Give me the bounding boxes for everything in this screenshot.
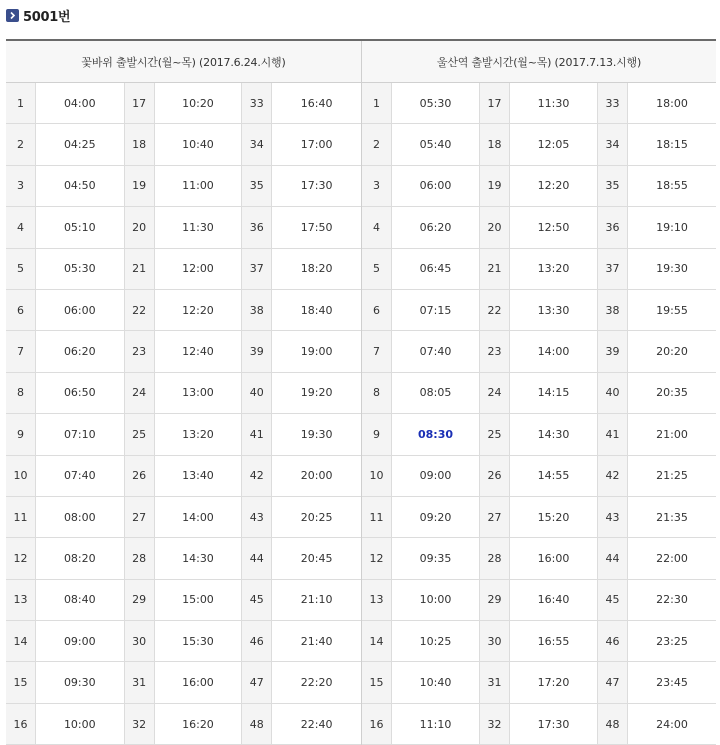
departure-time: 18:00 — [656, 96, 688, 110]
right-timetable — [362, 83, 716, 745]
departure-time: 06:20 — [392, 207, 480, 247]
departure-number: 13 — [6, 580, 36, 620]
departure-number: 5 — [362, 249, 392, 289]
departure-number: 15 — [6, 662, 36, 702]
departure-number: 12 — [362, 538, 392, 578]
departure-time: 19:30 — [300, 427, 333, 441]
table-row — [362, 373, 716, 414]
departure-time: 10:40 — [392, 662, 480, 702]
departure-number: 2 — [6, 124, 36, 164]
table-row — [362, 538, 716, 579]
departure-number: 22 — [480, 290, 510, 330]
table-row — [362, 207, 716, 248]
right-departure-header: 울산역 출발시간(월~목) (2017.7.13.시행) — [436, 55, 642, 69]
departure-time: 17:00 — [300, 138, 333, 152]
departure-time: 06:00 — [392, 166, 480, 206]
table-row — [6, 662, 361, 703]
departure-number: 18 — [480, 124, 510, 164]
departure-time: 08:00 — [36, 497, 125, 537]
departure-time: 08:40 — [36, 580, 125, 620]
departure-number: 3 — [6, 166, 36, 206]
departure-number: 45 — [598, 580, 628, 620]
timetable-header — [6, 41, 716, 83]
chevron-right-icon — [6, 9, 19, 22]
departure-number: 28 — [480, 538, 510, 578]
departure-number: 41 — [598, 414, 628, 454]
departure-time: 18:55 — [656, 179, 688, 193]
departure-time: 11:30 — [155, 207, 243, 247]
table-row — [362, 621, 716, 662]
table-row — [6, 414, 361, 455]
timetable-body — [6, 83, 716, 745]
departure-number: 18 — [125, 124, 155, 164]
table-row — [6, 249, 361, 290]
departure-time: 05:30 — [392, 83, 480, 123]
departure-time: 19:55 — [656, 303, 688, 317]
table-row — [362, 249, 716, 290]
departure-time: 05:10 — [36, 207, 125, 247]
departure-time: 05:40 — [392, 124, 480, 164]
departure-number: 47 — [598, 662, 628, 702]
departure-number: 7 — [6, 331, 36, 371]
departure-number: 21 — [125, 249, 155, 289]
departure-time: 08:05 — [392, 373, 480, 413]
departure-time: 10:40 — [155, 124, 243, 164]
departure-number: 45 — [242, 580, 272, 620]
departure-number: 11 — [6, 497, 36, 537]
departure-number: 33 — [242, 83, 272, 123]
departure-number: 36 — [598, 207, 628, 247]
departure-number: 1 — [362, 83, 392, 123]
departure-time: 21:25 — [656, 469, 688, 483]
departure-time: 11:30 — [510, 83, 598, 123]
departure-number: 10 — [6, 456, 36, 496]
departure-time: 13:20 — [510, 249, 598, 289]
departure-number: 32 — [125, 704, 155, 744]
departure-time: 04:25 — [36, 124, 125, 164]
departure-time: 07:15 — [392, 290, 480, 330]
departure-time: 11:10 — [392, 704, 480, 744]
departure-number: 48 — [242, 704, 272, 744]
departure-number: 31 — [480, 662, 510, 702]
departure-number: 35 — [598, 166, 628, 206]
departure-time: 09:35 — [392, 538, 480, 578]
departure-time: 13:30 — [510, 290, 598, 330]
left-timetable — [6, 83, 362, 745]
table-row — [362, 83, 716, 124]
table-row — [362, 290, 716, 331]
departure-time: 19:30 — [656, 262, 688, 276]
departure-number: 46 — [598, 621, 628, 661]
departure-number: 20 — [480, 207, 510, 247]
departure-number: 47 — [242, 662, 272, 702]
departure-time: 16:20 — [155, 704, 243, 744]
table-row — [6, 373, 361, 414]
departure-number: 38 — [598, 290, 628, 330]
departure-number: 10 — [362, 456, 392, 496]
table-row — [6, 704, 361, 745]
departure-time: 14:30 — [510, 414, 598, 454]
table-row — [362, 166, 716, 207]
departure-number: 22 — [125, 290, 155, 330]
departure-time: 08:20 — [36, 538, 125, 578]
departure-number: 44 — [242, 538, 272, 578]
departure-time: 17:30 — [300, 179, 333, 193]
departure-number: 23 — [480, 331, 510, 371]
table-row — [6, 456, 361, 497]
departure-number: 24 — [480, 373, 510, 413]
departure-time: 20:25 — [300, 510, 333, 524]
departure-time: 14:00 — [510, 331, 598, 371]
departure-time: 18:20 — [300, 262, 333, 276]
departure-number: 28 — [125, 538, 155, 578]
departure-number: 40 — [598, 373, 628, 413]
table-row — [6, 83, 361, 124]
table-row — [6, 538, 361, 579]
departure-time: 13:00 — [155, 373, 243, 413]
departure-time: 22:30 — [656, 593, 688, 607]
departure-number: 29 — [480, 580, 510, 620]
departure-number: 31 — [125, 662, 155, 702]
departure-number: 25 — [125, 414, 155, 454]
departure-time: 07:40 — [36, 456, 125, 496]
bus-timetable — [6, 39, 716, 745]
departure-time: 06:45 — [392, 249, 480, 289]
departure-time: 16:00 — [510, 538, 598, 578]
departure-number: 19 — [125, 166, 155, 206]
departure-number: 19 — [480, 166, 510, 206]
departure-number: 39 — [242, 331, 272, 371]
departure-time: 04:00 — [36, 83, 125, 123]
departure-time: 15:00 — [155, 580, 243, 620]
table-row — [362, 580, 716, 621]
departure-time: 21:10 — [300, 593, 333, 607]
departure-number: 17 — [480, 83, 510, 123]
departure-number: 4 — [362, 207, 392, 247]
departure-time: 06:00 — [36, 290, 125, 330]
departure-time: 12:40 — [155, 331, 243, 371]
departure-number: 43 — [242, 497, 272, 537]
departure-number: 6 — [6, 290, 36, 330]
departure-time: 22:20 — [300, 676, 333, 690]
departure-time: 15:30 — [155, 621, 243, 661]
route-title-bar — [6, 4, 70, 26]
departure-number: 23 — [125, 331, 155, 371]
departure-number: 42 — [598, 456, 628, 496]
departure-number: 40 — [242, 373, 272, 413]
table-row — [6, 497, 361, 538]
departure-number: 4 — [6, 207, 36, 247]
departure-time: 20:35 — [656, 386, 688, 400]
departure-number: 24 — [125, 373, 155, 413]
departure-number: 32 — [480, 704, 510, 744]
departure-number: 25 — [480, 414, 510, 454]
departure-time: 23:45 — [656, 676, 688, 690]
route-title: 5001번 — [23, 9, 71, 25]
departure-number: 33 — [598, 83, 628, 123]
table-row — [362, 414, 716, 455]
departure-time: 18:40 — [300, 303, 333, 317]
departure-number: 27 — [480, 497, 510, 537]
departure-number: 34 — [598, 124, 628, 164]
departure-time: 21:40 — [300, 634, 333, 648]
departure-number: 46 — [242, 621, 272, 661]
departure-time: 10:00 — [36, 704, 125, 744]
table-row — [362, 497, 716, 538]
table-row — [6, 621, 361, 662]
departure-time: 14:00 — [155, 497, 243, 537]
departure-time: 06:50 — [36, 373, 125, 413]
table-row — [6, 580, 361, 621]
left-departure-header: 꽃바위 출발시간(월~목) (2017.6.24.시행) — [6, 41, 362, 82]
departure-number: 9 — [6, 414, 36, 454]
table-row — [6, 290, 361, 331]
departure-number: 41 — [242, 414, 272, 454]
departure-time: 16:40 — [300, 96, 333, 110]
departure-time: 07:40 — [392, 331, 480, 371]
departure-time: 13:40 — [155, 456, 243, 496]
departure-number: 14 — [362, 621, 392, 661]
departure-time: 16:00 — [155, 662, 243, 702]
departure-number: 8 — [6, 373, 36, 413]
table-row — [362, 331, 716, 372]
table-row — [6, 166, 361, 207]
departure-time: 12:50 — [510, 207, 598, 247]
departure-number: 34 — [242, 124, 272, 164]
departure-time: 19:20 — [300, 386, 333, 400]
departure-number: 38 — [242, 290, 272, 330]
table-row — [362, 704, 716, 745]
table-row — [6, 124, 361, 165]
departure-time: 09:00 — [392, 456, 480, 496]
departure-number: 13 — [362, 580, 392, 620]
departure-time: 15:20 — [510, 497, 598, 537]
departure-time: 05:30 — [36, 249, 125, 289]
departure-number: 36 — [242, 207, 272, 247]
departure-number: 27 — [125, 497, 155, 537]
departure-time: 17:30 — [510, 704, 598, 744]
table-row — [362, 662, 716, 703]
departure-number: 37 — [598, 249, 628, 289]
departure-number: 8 — [362, 373, 392, 413]
departure-time: 12:00 — [155, 249, 243, 289]
departure-number: 14 — [6, 621, 36, 661]
departure-number: 21 — [480, 249, 510, 289]
departure-number: 6 — [362, 290, 392, 330]
departure-time: 23:25 — [656, 634, 688, 648]
departure-number: 11 — [362, 497, 392, 537]
departure-time: 10:25 — [392, 621, 480, 661]
departure-time: 20:00 — [300, 469, 333, 483]
departure-time: 10:00 — [392, 580, 480, 620]
departure-time: 16:40 — [510, 580, 598, 620]
departure-number: 42 — [242, 456, 272, 496]
departure-time: 17:20 — [510, 662, 598, 702]
departure-time: 09:20 — [392, 497, 480, 537]
departure-number: 26 — [125, 456, 155, 496]
table-row — [6, 331, 361, 372]
departure-number: 29 — [125, 580, 155, 620]
departure-number: 12 — [6, 538, 36, 578]
departure-number: 7 — [362, 331, 392, 371]
departure-number: 26 — [480, 456, 510, 496]
departure-time: 12:20 — [510, 166, 598, 206]
table-row — [6, 207, 361, 248]
table-row — [362, 456, 716, 497]
departure-time: 18:15 — [656, 138, 688, 152]
departure-time: 13:20 — [155, 414, 243, 454]
departure-number: 16 — [362, 704, 392, 744]
departure-time: 24:00 — [656, 717, 688, 731]
departure-number: 3 — [362, 166, 392, 206]
departure-number: 43 — [598, 497, 628, 537]
departure-time: 06:20 — [36, 331, 125, 371]
departure-time: 22:40 — [300, 717, 333, 731]
table-row — [362, 124, 716, 165]
departure-number: 15 — [362, 662, 392, 702]
departure-time: 12:05 — [510, 124, 598, 164]
departure-time: 22:00 — [656, 551, 688, 565]
departure-number: 30 — [125, 621, 155, 661]
departure-time: 11:00 — [155, 166, 243, 206]
departure-time: 16:55 — [510, 621, 598, 661]
departure-number: 2 — [362, 124, 392, 164]
departure-time: 07:10 — [36, 414, 125, 454]
departure-time: 20:45 — [300, 551, 333, 565]
departure-number: 20 — [125, 207, 155, 247]
departure-time: 14:15 — [510, 373, 598, 413]
departure-time: 20:20 — [656, 345, 688, 359]
departure-time: 04:50 — [36, 166, 125, 206]
departure-number: 30 — [480, 621, 510, 661]
departure-number: 35 — [242, 166, 272, 206]
departure-time: 14:55 — [510, 456, 598, 496]
departure-number: 39 — [598, 331, 628, 371]
departure-time: 10:20 — [155, 83, 243, 123]
departure-number: 44 — [598, 538, 628, 578]
departure-time: 09:00 — [36, 621, 125, 661]
departure-time: 12:20 — [155, 290, 243, 330]
departure-time: 19:10 — [656, 220, 688, 234]
departure-number: 17 — [125, 83, 155, 123]
departure-time: 09:30 — [36, 662, 125, 702]
departure-number: 1 — [6, 83, 36, 123]
departure-time: 21:35 — [656, 510, 688, 524]
departure-number: 9 — [362, 414, 392, 454]
departure-time: 14:30 — [155, 538, 243, 578]
departure-time: 17:50 — [300, 220, 333, 234]
departure-number: 37 — [242, 249, 272, 289]
departure-time: 08:30 — [392, 414, 480, 454]
departure-number: 5 — [6, 249, 36, 289]
departure-time: 21:00 — [656, 427, 688, 441]
departure-time: 19:00 — [300, 345, 333, 359]
departure-number: 48 — [598, 704, 628, 744]
departure-number: 16 — [6, 704, 36, 744]
